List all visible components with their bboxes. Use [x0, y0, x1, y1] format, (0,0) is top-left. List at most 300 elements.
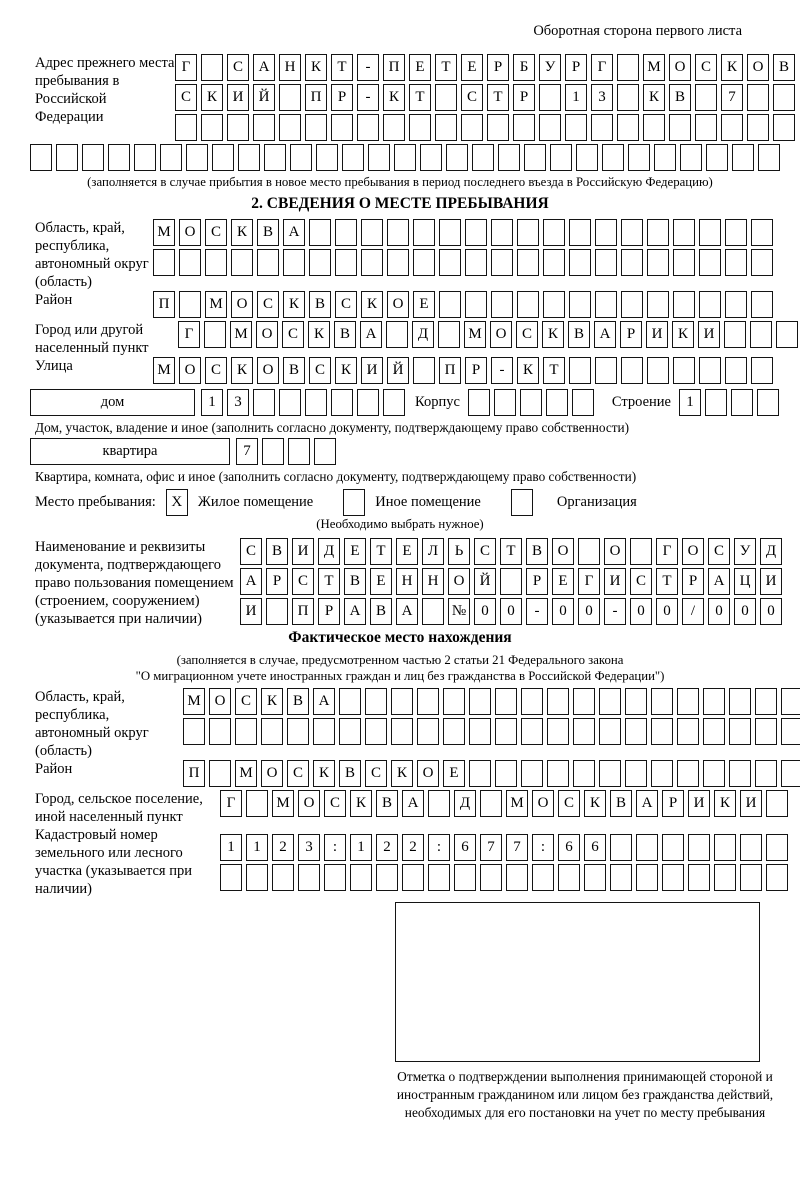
- char-cell[interactable]: Г: [591, 54, 613, 81]
- char-cell[interactable]: 0: [734, 598, 756, 625]
- char-cell[interactable]: [413, 219, 435, 246]
- char-cell[interactable]: [599, 718, 621, 745]
- char-cell[interactable]: [309, 249, 331, 276]
- char-cell[interactable]: [435, 84, 457, 111]
- char-cell[interactable]: [82, 144, 104, 171]
- char-cell[interactable]: К: [308, 321, 330, 348]
- char-cell[interactable]: [201, 54, 223, 81]
- char-cell[interactable]: К: [542, 321, 564, 348]
- char-cell[interactable]: К: [714, 790, 736, 817]
- char-cell[interactable]: С: [365, 760, 387, 787]
- char-cell[interactable]: Г: [175, 54, 197, 81]
- char-cell[interactable]: С: [630, 568, 652, 595]
- char-cell[interactable]: И: [698, 321, 720, 348]
- checkbox-organization[interactable]: [511, 489, 533, 516]
- char-cell[interactable]: [261, 718, 283, 745]
- char-cell[interactable]: О: [552, 538, 574, 565]
- char-cell[interactable]: [465, 219, 487, 246]
- char-cell[interactable]: М: [643, 54, 665, 81]
- char-cell[interactable]: [539, 84, 561, 111]
- char-cell[interactable]: Р: [465, 357, 487, 384]
- char-cell[interactable]: [517, 291, 539, 318]
- char-cell[interactable]: [539, 114, 561, 141]
- char-cell[interactable]: [751, 249, 773, 276]
- char-cell[interactable]: К: [361, 291, 383, 318]
- char-cell[interactable]: В: [526, 538, 548, 565]
- char-cell[interactable]: [361, 219, 383, 246]
- char-cell[interactable]: Б: [513, 54, 535, 81]
- char-cell[interactable]: [625, 688, 647, 715]
- char-cell[interactable]: [732, 144, 754, 171]
- char-cell[interactable]: [776, 321, 798, 348]
- char-cell[interactable]: [714, 834, 736, 861]
- char-cell[interactable]: В: [266, 538, 288, 565]
- char-cell[interactable]: [724, 321, 746, 348]
- char-cell[interactable]: А: [313, 688, 335, 715]
- char-cell[interactable]: [751, 357, 773, 384]
- char-cell[interactable]: [287, 718, 309, 745]
- char-cell[interactable]: [394, 144, 416, 171]
- char-cell[interactable]: [662, 834, 684, 861]
- char-cell[interactable]: [547, 760, 569, 787]
- char-cell[interactable]: [435, 114, 457, 141]
- char-cell[interactable]: [705, 389, 727, 416]
- char-cell[interactable]: Т: [543, 357, 565, 384]
- char-cell[interactable]: [569, 249, 591, 276]
- char-cell[interactable]: О: [747, 54, 769, 81]
- char-cell[interactable]: В: [610, 790, 632, 817]
- checkbox-other-premises[interactable]: [343, 489, 365, 516]
- char-cell[interactable]: [547, 718, 569, 745]
- char-cell[interactable]: [714, 864, 736, 891]
- char-cell[interactable]: 1: [220, 834, 242, 861]
- char-cell[interactable]: А: [360, 321, 382, 348]
- char-cell[interactable]: [387, 219, 409, 246]
- char-cell[interactable]: [402, 864, 424, 891]
- char-cell[interactable]: [602, 144, 624, 171]
- char-cell[interactable]: [532, 864, 554, 891]
- char-cell[interactable]: [688, 864, 710, 891]
- char-cell[interactable]: Т: [370, 538, 392, 565]
- char-cell[interactable]: Д: [454, 790, 476, 817]
- char-cell[interactable]: [339, 688, 361, 715]
- char-cell[interactable]: В: [257, 219, 279, 246]
- char-cell[interactable]: С: [558, 790, 580, 817]
- char-cell[interactable]: [201, 114, 223, 141]
- char-cell[interactable]: [558, 864, 580, 891]
- char-cell[interactable]: И: [227, 84, 249, 111]
- char-cell[interactable]: В: [309, 291, 331, 318]
- char-cell[interactable]: 2: [376, 834, 398, 861]
- char-cell[interactable]: Р: [331, 84, 353, 111]
- char-cell[interactable]: 7: [506, 834, 528, 861]
- char-cell[interactable]: [383, 389, 405, 416]
- char-cell[interactable]: Ц: [734, 568, 756, 595]
- char-cell[interactable]: [56, 144, 78, 171]
- char-cell[interactable]: [729, 688, 751, 715]
- char-cell[interactable]: О: [448, 568, 470, 595]
- char-cell[interactable]: [439, 249, 461, 276]
- char-cell[interactable]: [695, 114, 717, 141]
- char-cell[interactable]: [595, 291, 617, 318]
- char-cell[interactable]: К: [643, 84, 665, 111]
- char-cell[interactable]: 2: [272, 834, 294, 861]
- char-cell[interactable]: Н: [422, 568, 444, 595]
- char-cell[interactable]: [647, 219, 669, 246]
- char-cell[interactable]: Р: [318, 598, 340, 625]
- char-cell[interactable]: [262, 438, 284, 465]
- char-cell[interactable]: К: [231, 357, 253, 384]
- char-cell[interactable]: Й: [253, 84, 275, 111]
- char-cell[interactable]: [179, 291, 201, 318]
- char-cell[interactable]: [617, 84, 639, 111]
- char-cell[interactable]: [757, 389, 779, 416]
- char-cell[interactable]: [316, 144, 338, 171]
- char-cell[interactable]: Р: [513, 84, 535, 111]
- char-cell[interactable]: [599, 688, 621, 715]
- char-cell[interactable]: О: [532, 790, 554, 817]
- char-cell[interactable]: В: [283, 357, 305, 384]
- char-cell[interactable]: [134, 144, 156, 171]
- char-cell[interactable]: В: [339, 760, 361, 787]
- char-cell[interactable]: [677, 718, 699, 745]
- char-cell[interactable]: [500, 568, 522, 595]
- char-cell[interactable]: 0: [500, 598, 522, 625]
- char-cell[interactable]: [617, 54, 639, 81]
- char-cell[interactable]: [630, 538, 652, 565]
- char-cell[interactable]: Д: [318, 538, 340, 565]
- char-cell[interactable]: [755, 718, 777, 745]
- char-cell[interactable]: О: [682, 538, 704, 565]
- char-cell[interactable]: П: [183, 760, 205, 787]
- char-cell[interactable]: [465, 249, 487, 276]
- char-cell[interactable]: [438, 321, 460, 348]
- char-cell[interactable]: 6: [454, 834, 476, 861]
- char-cell[interactable]: Е: [370, 568, 392, 595]
- char-cell[interactable]: А: [344, 598, 366, 625]
- char-cell[interactable]: [439, 219, 461, 246]
- char-cell[interactable]: [506, 864, 528, 891]
- char-cell[interactable]: А: [283, 219, 305, 246]
- char-cell[interactable]: [621, 219, 643, 246]
- char-cell[interactable]: [699, 291, 721, 318]
- char-cell[interactable]: [361, 249, 383, 276]
- char-cell[interactable]: 0: [630, 598, 652, 625]
- char-cell[interactable]: [513, 114, 535, 141]
- char-cell[interactable]: В: [287, 688, 309, 715]
- char-cell[interactable]: 0: [760, 598, 782, 625]
- char-cell[interactable]: О: [256, 321, 278, 348]
- char-cell[interactable]: [209, 718, 231, 745]
- char-cell[interactable]: [543, 249, 565, 276]
- char-cell[interactable]: [731, 389, 753, 416]
- char-cell[interactable]: [677, 688, 699, 715]
- char-cell[interactable]: [643, 114, 665, 141]
- char-cell[interactable]: [272, 864, 294, 891]
- char-cell[interactable]: С: [309, 357, 331, 384]
- char-cell[interactable]: [420, 144, 442, 171]
- char-cell[interactable]: 3: [227, 389, 249, 416]
- char-cell[interactable]: [695, 84, 717, 111]
- char-cell[interactable]: 0: [552, 598, 574, 625]
- char-cell[interactable]: [591, 114, 613, 141]
- char-cell[interactable]: [725, 357, 747, 384]
- char-cell[interactable]: С: [474, 538, 496, 565]
- char-cell[interactable]: [204, 321, 226, 348]
- char-cell[interactable]: :: [428, 834, 450, 861]
- char-cell[interactable]: [465, 291, 487, 318]
- char-cell[interactable]: [651, 688, 673, 715]
- char-cell[interactable]: [417, 718, 439, 745]
- char-cell[interactable]: [257, 249, 279, 276]
- char-cell[interactable]: В: [568, 321, 590, 348]
- char-cell[interactable]: [751, 291, 773, 318]
- char-cell[interactable]: [498, 144, 520, 171]
- char-cell[interactable]: С: [175, 84, 197, 111]
- char-cell[interactable]: [699, 219, 721, 246]
- char-cell[interactable]: [446, 144, 468, 171]
- char-cell[interactable]: [179, 249, 201, 276]
- char-cell[interactable]: Т: [409, 84, 431, 111]
- char-cell[interactable]: [376, 864, 398, 891]
- char-cell[interactable]: О: [231, 291, 253, 318]
- char-cell[interactable]: 1: [201, 389, 223, 416]
- char-cell[interactable]: Й: [474, 568, 496, 595]
- char-cell[interactable]: М: [272, 790, 294, 817]
- char-cell[interactable]: Р: [620, 321, 642, 348]
- char-cell[interactable]: [740, 864, 762, 891]
- char-cell[interactable]: 3: [298, 834, 320, 861]
- char-cell[interactable]: Е: [552, 568, 574, 595]
- char-cell[interactable]: [309, 219, 331, 246]
- char-cell[interactable]: [647, 291, 669, 318]
- char-cell[interactable]: С: [282, 321, 304, 348]
- char-cell[interactable]: [699, 357, 721, 384]
- char-cell[interactable]: О: [669, 54, 691, 81]
- checkbox-residential[interactable]: X: [166, 489, 188, 516]
- char-cell[interactable]: К: [231, 219, 253, 246]
- char-cell[interactable]: В: [669, 84, 691, 111]
- char-cell[interactable]: [758, 144, 780, 171]
- char-cell[interactable]: [781, 688, 800, 715]
- char-cell[interactable]: 0: [708, 598, 730, 625]
- char-cell[interactable]: [298, 864, 320, 891]
- char-cell[interactable]: [651, 718, 673, 745]
- char-cell[interactable]: [305, 114, 327, 141]
- char-cell[interactable]: -: [526, 598, 548, 625]
- char-cell[interactable]: 1: [246, 834, 268, 861]
- char-cell[interactable]: В: [376, 790, 398, 817]
- char-cell[interactable]: К: [584, 790, 606, 817]
- char-cell[interactable]: [417, 688, 439, 715]
- char-cell[interactable]: С: [227, 54, 249, 81]
- char-cell[interactable]: [647, 249, 669, 276]
- char-cell[interactable]: А: [240, 568, 262, 595]
- char-cell[interactable]: С: [292, 568, 314, 595]
- char-cell[interactable]: [688, 834, 710, 861]
- char-cell[interactable]: [279, 114, 301, 141]
- char-cell[interactable]: [454, 864, 476, 891]
- char-cell[interactable]: С: [324, 790, 346, 817]
- char-cell[interactable]: [755, 688, 777, 715]
- char-cell[interactable]: [335, 249, 357, 276]
- char-cell[interactable]: [725, 249, 747, 276]
- char-cell[interactable]: [409, 114, 431, 141]
- char-cell[interactable]: М: [205, 291, 227, 318]
- char-cell[interactable]: Е: [443, 760, 465, 787]
- char-cell[interactable]: П: [305, 84, 327, 111]
- char-cell[interactable]: [610, 834, 632, 861]
- char-cell[interactable]: [461, 114, 483, 141]
- char-cell[interactable]: [324, 864, 346, 891]
- char-cell[interactable]: [331, 389, 353, 416]
- char-cell[interactable]: [766, 790, 788, 817]
- char-cell[interactable]: [495, 718, 517, 745]
- char-cell[interactable]: [30, 144, 52, 171]
- char-cell[interactable]: [636, 834, 658, 861]
- char-cell[interactable]: К: [391, 760, 413, 787]
- char-cell[interactable]: [662, 864, 684, 891]
- char-cell[interactable]: О: [209, 688, 231, 715]
- char-cell[interactable]: [543, 291, 565, 318]
- char-cell[interactable]: К: [201, 84, 223, 111]
- char-cell[interactable]: В: [344, 568, 366, 595]
- char-cell[interactable]: С: [335, 291, 357, 318]
- char-cell[interactable]: [595, 219, 617, 246]
- char-cell[interactable]: П: [439, 357, 461, 384]
- char-cell[interactable]: [386, 321, 408, 348]
- char-cell[interactable]: И: [604, 568, 626, 595]
- char-cell[interactable]: [186, 144, 208, 171]
- char-cell[interactable]: О: [417, 760, 439, 787]
- char-cell[interactable]: С: [205, 357, 227, 384]
- char-cell[interactable]: С: [235, 688, 257, 715]
- char-cell[interactable]: [313, 718, 335, 745]
- char-cell[interactable]: Л: [422, 538, 444, 565]
- char-cell[interactable]: [725, 291, 747, 318]
- char-cell[interactable]: [750, 321, 772, 348]
- char-cell[interactable]: [212, 144, 234, 171]
- char-cell[interactable]: О: [604, 538, 626, 565]
- char-cell[interactable]: -: [604, 598, 626, 625]
- char-cell[interactable]: [227, 114, 249, 141]
- char-cell[interactable]: П: [383, 54, 405, 81]
- char-cell[interactable]: И: [760, 568, 782, 595]
- char-cell[interactable]: 6: [558, 834, 580, 861]
- char-cell[interactable]: К: [335, 357, 357, 384]
- char-cell[interactable]: [491, 249, 513, 276]
- char-cell[interactable]: [669, 114, 691, 141]
- char-cell[interactable]: М: [183, 688, 205, 715]
- char-cell[interactable]: [621, 357, 643, 384]
- char-cell[interactable]: О: [298, 790, 320, 817]
- char-cell[interactable]: [253, 114, 275, 141]
- char-cell[interactable]: [773, 114, 795, 141]
- char-cell[interactable]: [279, 84, 301, 111]
- char-cell[interactable]: К: [383, 84, 405, 111]
- char-cell[interactable]: [494, 389, 516, 416]
- char-cell[interactable]: [747, 84, 769, 111]
- char-cell[interactable]: -: [357, 84, 379, 111]
- char-cell[interactable]: [160, 144, 182, 171]
- char-cell[interactable]: Е: [409, 54, 431, 81]
- char-cell[interactable]: А: [253, 54, 275, 81]
- char-cell[interactable]: [205, 249, 227, 276]
- char-cell[interactable]: Г: [656, 538, 678, 565]
- char-cell[interactable]: [264, 144, 286, 171]
- char-cell[interactable]: [495, 688, 517, 715]
- char-cell[interactable]: [550, 144, 572, 171]
- char-cell[interactable]: [368, 144, 390, 171]
- char-cell[interactable]: [314, 438, 336, 465]
- char-cell[interactable]: [524, 144, 546, 171]
- char-cell[interactable]: [781, 760, 800, 787]
- char-cell[interactable]: Т: [318, 568, 340, 595]
- char-cell[interactable]: В: [773, 54, 795, 81]
- char-cell[interactable]: Е: [413, 291, 435, 318]
- char-cell[interactable]: [621, 291, 643, 318]
- char-cell[interactable]: [246, 864, 268, 891]
- char-cell[interactable]: Е: [396, 538, 418, 565]
- char-cell[interactable]: [573, 760, 595, 787]
- char-cell[interactable]: О: [257, 357, 279, 384]
- char-cell[interactable]: [781, 718, 800, 745]
- char-cell[interactable]: [625, 718, 647, 745]
- char-cell[interactable]: Т: [500, 538, 522, 565]
- char-cell[interactable]: [517, 249, 539, 276]
- char-cell[interactable]: [680, 144, 702, 171]
- char-cell[interactable]: М: [464, 321, 486, 348]
- char-cell[interactable]: 1: [350, 834, 372, 861]
- char-cell[interactable]: [747, 114, 769, 141]
- char-cell[interactable]: Н: [279, 54, 301, 81]
- char-cell[interactable]: [625, 760, 647, 787]
- char-cell[interactable]: [472, 144, 494, 171]
- char-cell[interactable]: [740, 834, 762, 861]
- char-cell[interactable]: [573, 688, 595, 715]
- char-cell[interactable]: Г: [178, 321, 200, 348]
- char-cell[interactable]: А: [396, 598, 418, 625]
- char-cell[interactable]: [387, 249, 409, 276]
- char-cell[interactable]: Н: [396, 568, 418, 595]
- char-cell[interactable]: [428, 790, 450, 817]
- char-cell[interactable]: [422, 598, 444, 625]
- char-cell[interactable]: Й: [387, 357, 409, 384]
- char-cell[interactable]: [175, 114, 197, 141]
- char-cell[interactable]: Д: [412, 321, 434, 348]
- char-cell[interactable]: [595, 249, 617, 276]
- char-cell[interactable]: [703, 688, 725, 715]
- char-cell[interactable]: [651, 760, 673, 787]
- char-cell[interactable]: [547, 688, 569, 715]
- char-cell[interactable]: 6: [584, 834, 606, 861]
- char-cell[interactable]: К: [721, 54, 743, 81]
- char-cell[interactable]: О: [179, 219, 201, 246]
- char-cell[interactable]: [439, 291, 461, 318]
- char-cell[interactable]: [673, 357, 695, 384]
- char-cell[interactable]: [703, 760, 725, 787]
- char-cell[interactable]: [491, 219, 513, 246]
- char-cell[interactable]: 2: [402, 834, 424, 861]
- char-cell[interactable]: [751, 219, 773, 246]
- char-cell[interactable]: [569, 357, 591, 384]
- char-cell[interactable]: [413, 357, 435, 384]
- char-cell[interactable]: [209, 760, 231, 787]
- char-cell[interactable]: [543, 219, 565, 246]
- char-cell[interactable]: [677, 760, 699, 787]
- char-cell[interactable]: №: [448, 598, 470, 625]
- char-cell[interactable]: [636, 864, 658, 891]
